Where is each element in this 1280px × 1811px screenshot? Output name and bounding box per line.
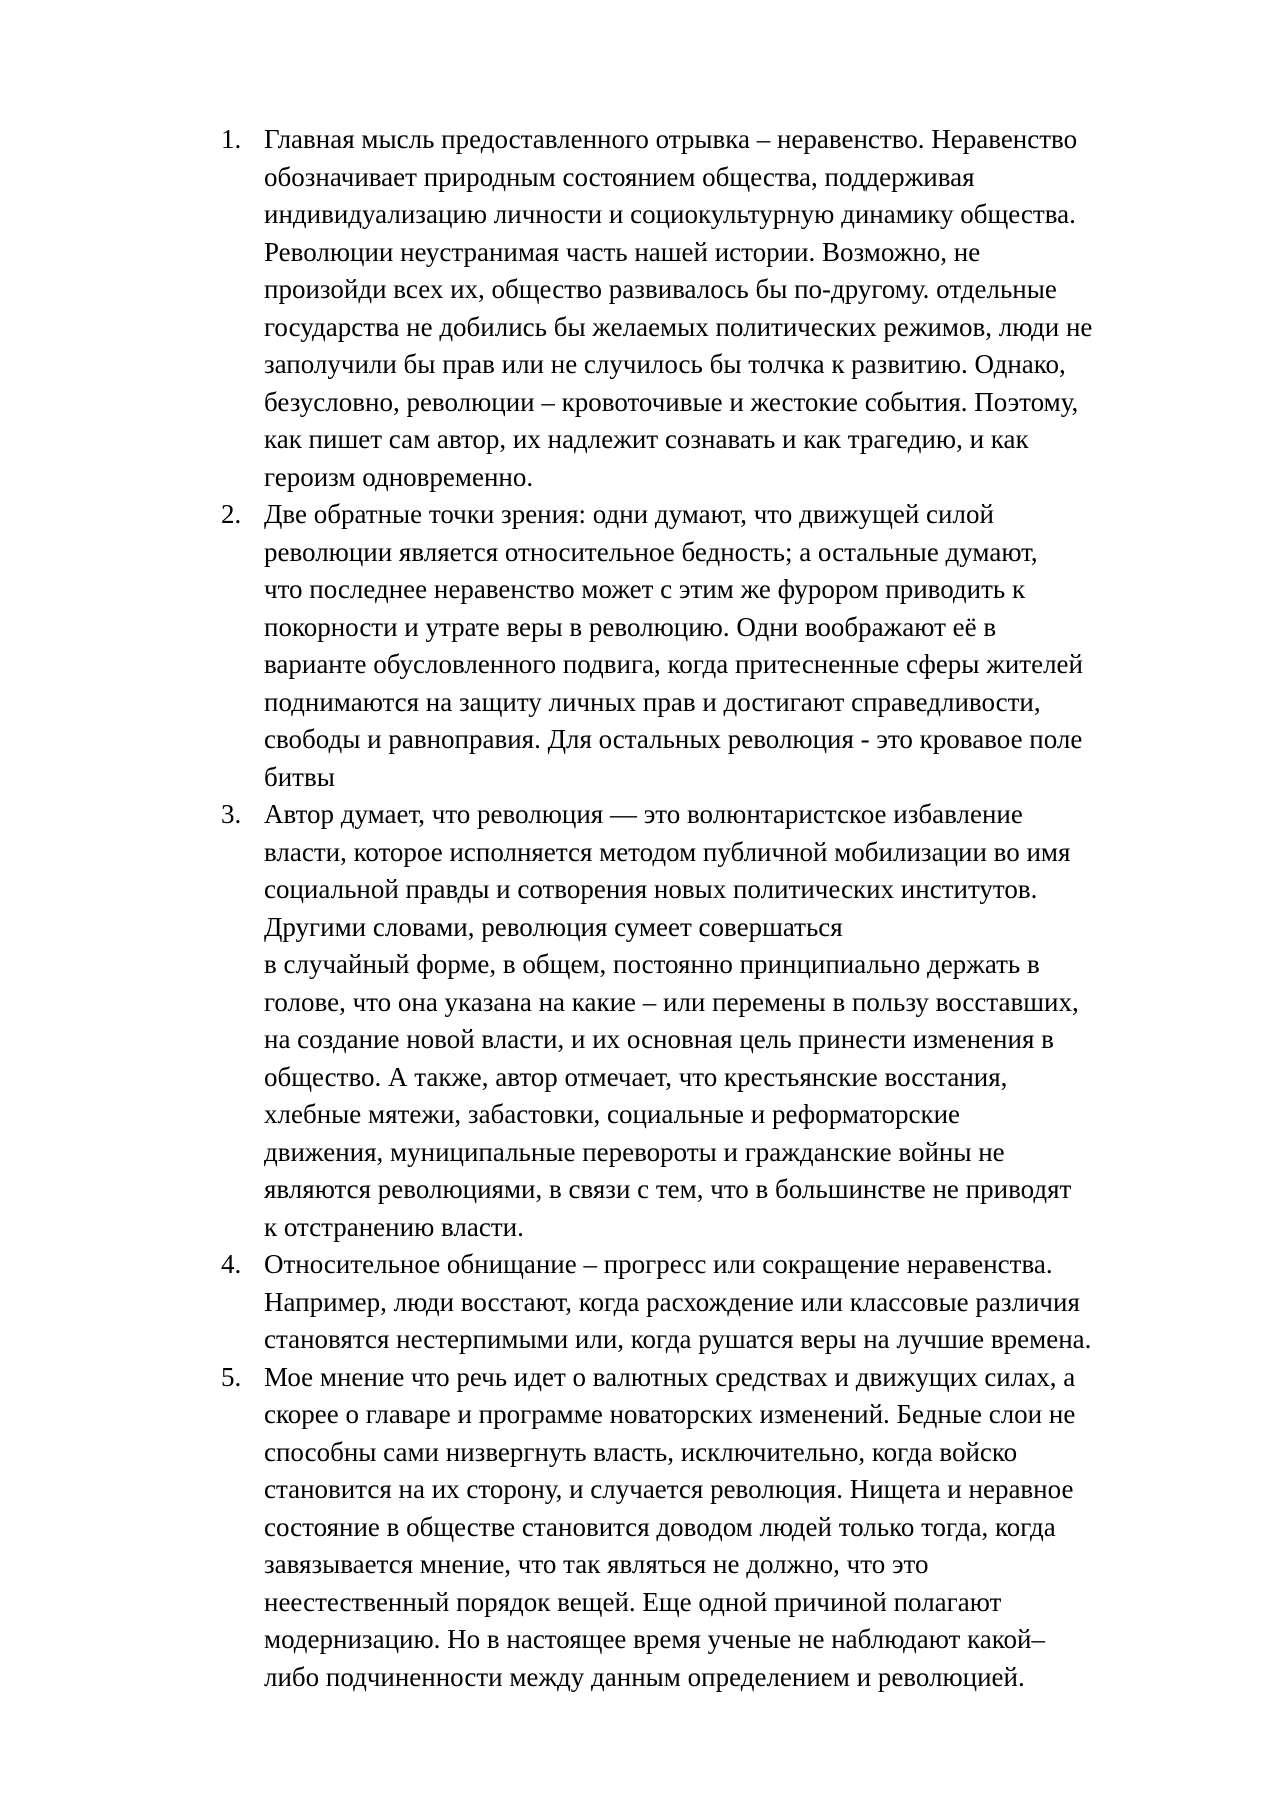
text-line: Автор думает, что революция — это волюнтаристское избавление [264, 799, 1023, 829]
text-line: Революции неустранимая часть нашей истории. Возможно, не [264, 236, 981, 267]
list-item-number: 4. [221, 1249, 242, 1279]
text-line: обозначивает природным состоянием общества, поддерживая [264, 161, 975, 192]
text-line: голове, что она указана на какие – или перемены в пользу восставших, [264, 986, 1079, 1017]
text-line: либо подчиненности между данным определением и революцией. [264, 1661, 1025, 1692]
text-line: скорее о главаре и программе новаторских изменений. Бедные слои не [264, 1399, 1076, 1429]
list-item [221, 1246, 1201, 1359]
text-line: что последнее неравенство может с этим же фурором приводить к [264, 574, 1026, 604]
list-item-text [264, 796, 1201, 1246]
text-line: способны сами низвергнуть власть, исключительно, когда войско [264, 1436, 1018, 1467]
text-line: покорности и утрате веры в революцию. Одни воображают её в [264, 611, 997, 642]
list-item-number: 2. [221, 499, 242, 529]
text-line: становятся нестерпимыми или, когда рушатся веры на лучшие времена. [264, 1324, 1092, 1354]
list-item [221, 1359, 1201, 1697]
text-line: произойди всех их, общество развивалось бы по-другому. отдельные [264, 274, 1057, 304]
text-line: Относительное обнищание – прогресс или сокращение неравенства. [264, 1249, 1053, 1279]
list-item-text [264, 121, 1201, 496]
text-line: состояние в обществе становится доводом людей только тогда, когда [264, 1511, 1056, 1542]
list-item [221, 121, 1201, 496]
text-line: свободы и равноправия. Для остальных революция - это кровавое поле [264, 724, 1083, 754]
list-item-number: 3. [221, 799, 242, 829]
list-item-number: 5. [221, 1361, 242, 1392]
text-line: Мое мнение что речь идет о валютных средствах и движущих силах, а [264, 1361, 1076, 1392]
text-line: революции является относительное бедность; а остальные думают, [264, 536, 1038, 567]
text-line: движения, муниципальные перевороты и гражданские войны не [264, 1136, 1005, 1167]
text-line: индивидуализацию личности и социокультурную динамику общества. [264, 199, 1076, 229]
text-line: на создание новой власти, и их основная цель принести изменения в [264, 1024, 1054, 1054]
text-line: государства не добились бы желаемых политических режимов, люди не [264, 311, 1093, 342]
list-item [221, 796, 1201, 1246]
text-line: варианте обусловленного подвига, когда притесненные сферы жителей [264, 649, 1083, 679]
text-line: битвы [264, 761, 335, 792]
text-line: в случайный форме, в общем, постоянно принципиально держать в [264, 949, 1040, 979]
text-line: хлебные мятежи, забастовки, социальные и реформаторские [264, 1099, 961, 1129]
text-line: заполучили бы прав или не случилось бы толчка к развитию. Однако, [264, 349, 1066, 379]
text-line: становится на их сторону, и случается революция. Нищета и неравное [264, 1474, 1074, 1504]
list-item [221, 496, 1201, 796]
text-line: завязывается мнение, что так являться не должно, что это [264, 1549, 929, 1579]
text-line: модернизацию. Но в настоящее время ученые не наблюдают какой– [264, 1624, 1045, 1654]
text-line: Главная мысль предоставленного отрывка – неравенство. Неравенство [264, 124, 1078, 154]
text-line: как пишет сам автор, их надлежит сознавать и как трагедию, и как [264, 424, 1029, 454]
text-line: героизм одновременно. [264, 461, 534, 492]
list-item-number: 1. [221, 124, 242, 154]
text-line: Например, люди восстают, когда расхождение или классовые различия [264, 1286, 1080, 1317]
text-line: к отстранению власти. [264, 1211, 524, 1242]
list-item-text [264, 496, 1201, 796]
text-line: неестественный порядок вещей. Еще одной причиной полагают [264, 1586, 1002, 1617]
text-line: безусловно, революции – кровоточивые и жестокие события. Поэтому, [264, 386, 1079, 417]
text-line: Две обратные точки зрения: одни думают, что движущей силой [264, 499, 994, 529]
text-line: Другими словами, революция сумеет совершаться [264, 911, 843, 942]
text-line: поднимаются на защиту личных прав и достигают справедливости, [264, 686, 1041, 717]
text-line: являются революциями, в связи с тем, что в большинстве не приводят [264, 1174, 1072, 1204]
text-line: власти, которое исполняется методом публичной мобилизации во имя [264, 836, 1071, 867]
list-item-text [264, 1246, 1201, 1359]
numbered-list [221, 121, 1201, 1696]
list-item-text [264, 1359, 1201, 1697]
text-line: общество. А также, автор отмечает, что крестьянские восстания, [264, 1061, 1008, 1092]
text-line: социальной правды и сотворения новых политических институтов. [264, 874, 1038, 904]
